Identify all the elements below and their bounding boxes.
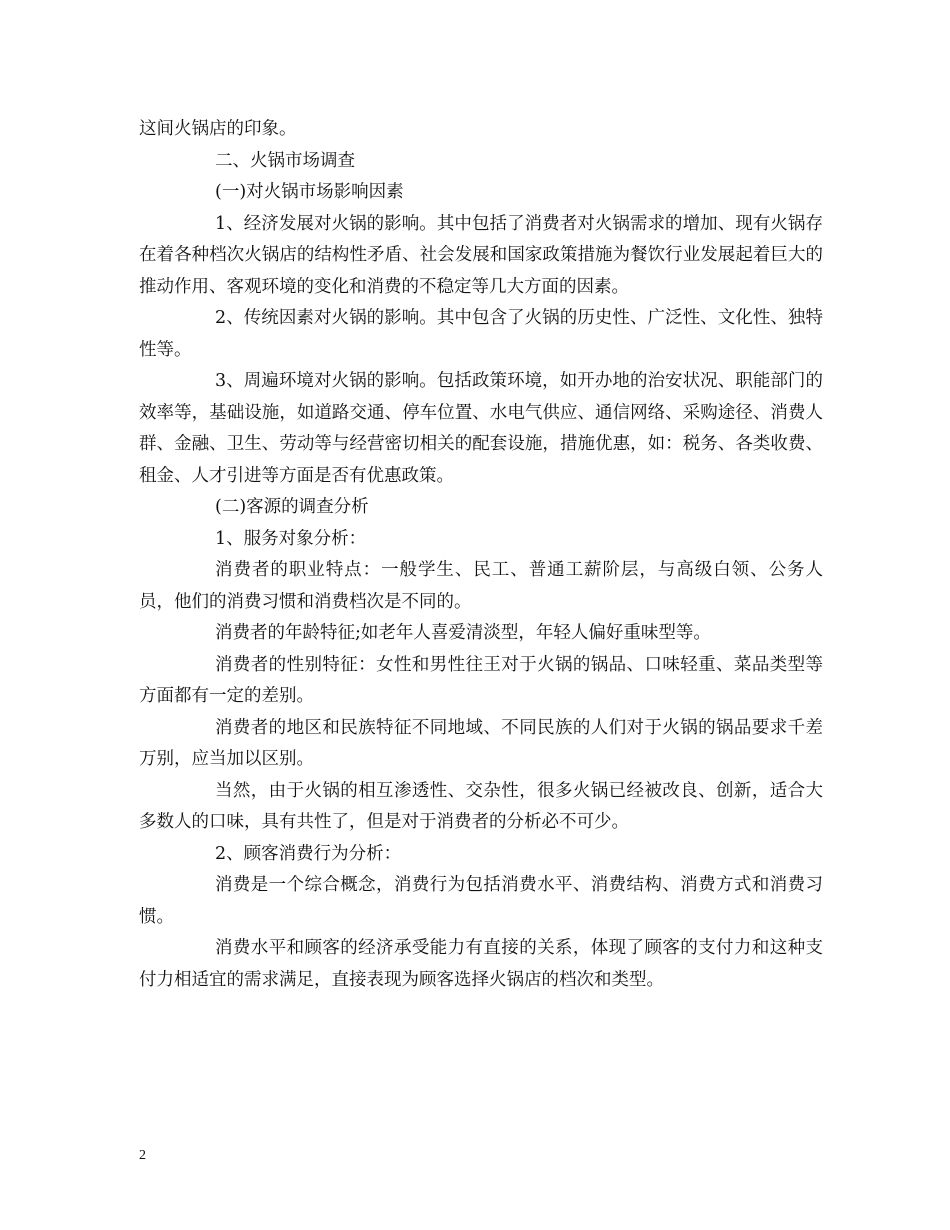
section-heading-market-survey: 二、火锅市场调查: [215, 150, 355, 171]
paragraph-commonality: 当然，由于火锅的相互渗透性、交杂性，很多火锅已经被改良、创新，适合大多数人的口味，具有共性了，但是对于消费者的分析必不可少。: [139, 780, 823, 832]
page-number: 2: [139, 1148, 146, 1163]
paragraph-service-target: 1、服务对象分析：: [215, 528, 367, 549]
document-body: [139, 114, 823, 996]
paragraph-environment-factor: 3、周遍环境对火锅的影响。包括政策环境，如开办地的治安状况、职能部门的效率等，基础设施，如道路交通、停车位置、水电气供应、通信网络、采购途径、消费人群、金融、卫生、劳动等与经营密切相关的配套设施，措施优惠，如：税务、各类收费、租金、人才引进等方面是否有优惠政策。: [139, 371, 823, 486]
paragraph-gender: 消费者的性别特征：女性和男性往王对于火锅的锅品、口味轻重、菜品类型等方面都有一定的差别。: [139, 654, 823, 706]
paragraph-0: 这间火锅店的印象。: [139, 119, 297, 139]
paragraph-consumer-behavior: 2、顾客消费行为分析：: [215, 843, 402, 864]
paragraph-occupation: 消费者的职业特点：一般学生、民工、普通工薪阶层，与高级白领、公务人员，他们的消费习惯和消费档次是不同的。: [139, 560, 823, 612]
subheading-customer-analysis: (二)客源的调查分析: [215, 497, 369, 517]
paragraph-age: 消费者的年龄特征;如老年人喜爱清淡型，年轻人偏好重味型等。: [215, 623, 711, 643]
paragraph-traditional-factor: 2、传统因素对火锅的影响。其中包含了火锅的历史性、广泛性、文化性、独特性等。: [139, 308, 823, 360]
paragraph-consumption-level: 消费水平和顾客的经济承受能力有直接的关系，体现了顾客的支付力和这种支付力相适宜的需求满足，直接表现为顾客选择火锅店的档次和类型。: [139, 938, 823, 990]
paragraph-economic-factor: 1、经济发展对火锅的影响。其中包括了消费者对火锅需求的增加、现有火锅存在着各种档次火锅店的结构性矛盾、社会发展和国家政策措施为餐饮行业发展起着巨大的推动作用、客观环境的变化和消费的不稳定等几大方面的因素。: [139, 213, 823, 297]
paragraph-consumption-concept: 消费是一个综合概念，消费行为包括消费水平、消费结构、消费方式和消费习惯。: [139, 875, 823, 927]
subheading-influence-factors: (一)对火锅市场影响因素: [215, 182, 404, 202]
paragraph-region-ethnicity: 消费者的地区和民族特征不同地域、不同民族的人们对于火锅的锅品要求千差万别，应当加以区别。: [139, 717, 823, 769]
